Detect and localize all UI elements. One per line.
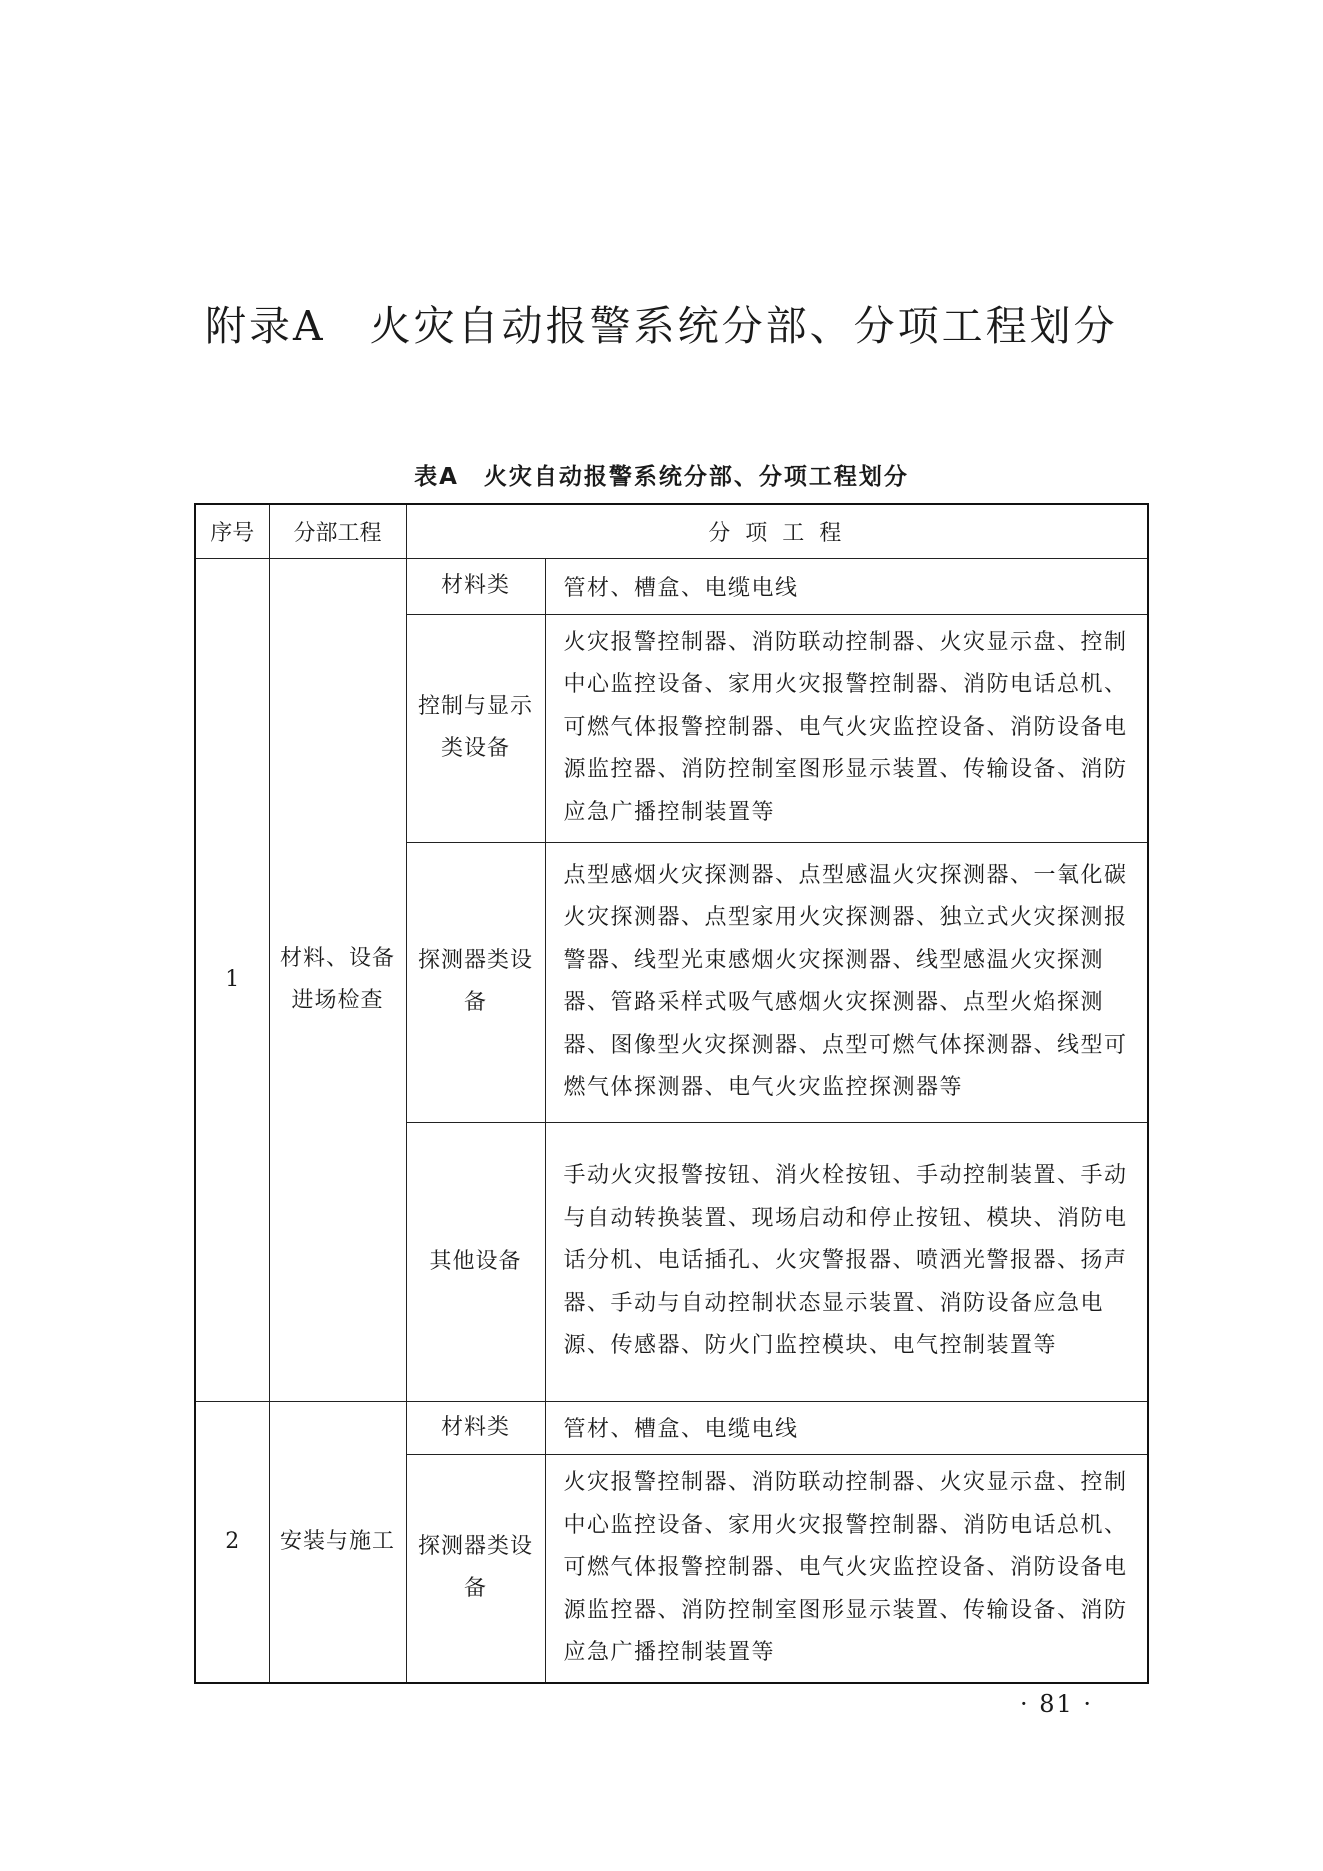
item-description: 手动火灾报警按钮、消火栓按钮、手动控制装置、手动与自动转换装置、现场启动和停止按钮、模块、消防电话分机、电话插孔、火灾警报器、喷洒光警报器、扬声器、手动与自动控制状态显示装置、消防设备应急电源、传感器、防火门监控模块、电气控制装置等 xyxy=(545,1122,1148,1401)
item-description: 点型感烟火灾探测器、点型感温火灾探测器、一氧化碳火灾探测器、点型家用火灾探测器、独立式火灾探测报警器、线型光束感烟火灾探测器、线型感温火灾探测器、管路采样式吸气感烟火灾探测器、点型火焰探测器、图像型火灾探测器、点型可燃气体探测器、线型可燃气体探测器、电气火灾监控探测器等 xyxy=(545,842,1148,1122)
header-division: 分部工程 xyxy=(269,504,406,558)
item-category: 探测器类设备 xyxy=(406,1454,545,1683)
table-caption: 表A 火灾自动报警系统分部、分项工程划分 xyxy=(414,464,909,490)
table-header-row xyxy=(195,504,1148,558)
row-division: 安装与施工 xyxy=(269,1401,406,1683)
division-table xyxy=(194,503,1149,1684)
item-description: 火灾报警控制器、消防联动控制器、火灾显示盘、控制中心监控设备、家用火灾报警控制器、消防电话总机、可燃气体报警控制器、电气火灾监控设备、消防设备电源监控器、消防控制室图形显示装置、传输设备、消防应急广播控制装置等 xyxy=(545,614,1148,842)
item-category: 材料类 xyxy=(406,558,545,614)
item-description: 管材、槽盒、电缆电线 xyxy=(545,558,1148,614)
header-seq: 序号 xyxy=(195,504,269,558)
item-description: 管材、槽盒、电缆电线 xyxy=(545,1401,1148,1454)
appendix-title: 附录A 火灾自动报警系统分部、分项工程划分 xyxy=(205,302,1118,350)
row-seq: 1 xyxy=(195,558,269,1401)
page-number: · 81 · xyxy=(1020,1690,1094,1718)
row-division: 材料、设备进场检查 xyxy=(269,558,406,1401)
item-category: 材料类 xyxy=(406,1401,545,1454)
item-category: 其他设备 xyxy=(406,1122,545,1401)
item-description: 火灾报警控制器、消防联动控制器、火灾显示盘、控制中心监控设备、家用火灾报警控制器、消防电话总机、可燃气体报警控制器、电气火灾监控设备、消防设备电源监控器、消防控制室图形显示装置、传输设备、消防应急广播控制装置等 xyxy=(545,1454,1148,1683)
table-row xyxy=(195,1401,1148,1454)
item-category: 探测器类设备 xyxy=(406,842,545,1122)
table-row xyxy=(195,558,1148,614)
row-seq: 2 xyxy=(195,1401,269,1683)
header-subdivision: 分 项 工 程 xyxy=(406,504,1148,558)
item-category: 控制与显示类设备 xyxy=(406,614,545,842)
